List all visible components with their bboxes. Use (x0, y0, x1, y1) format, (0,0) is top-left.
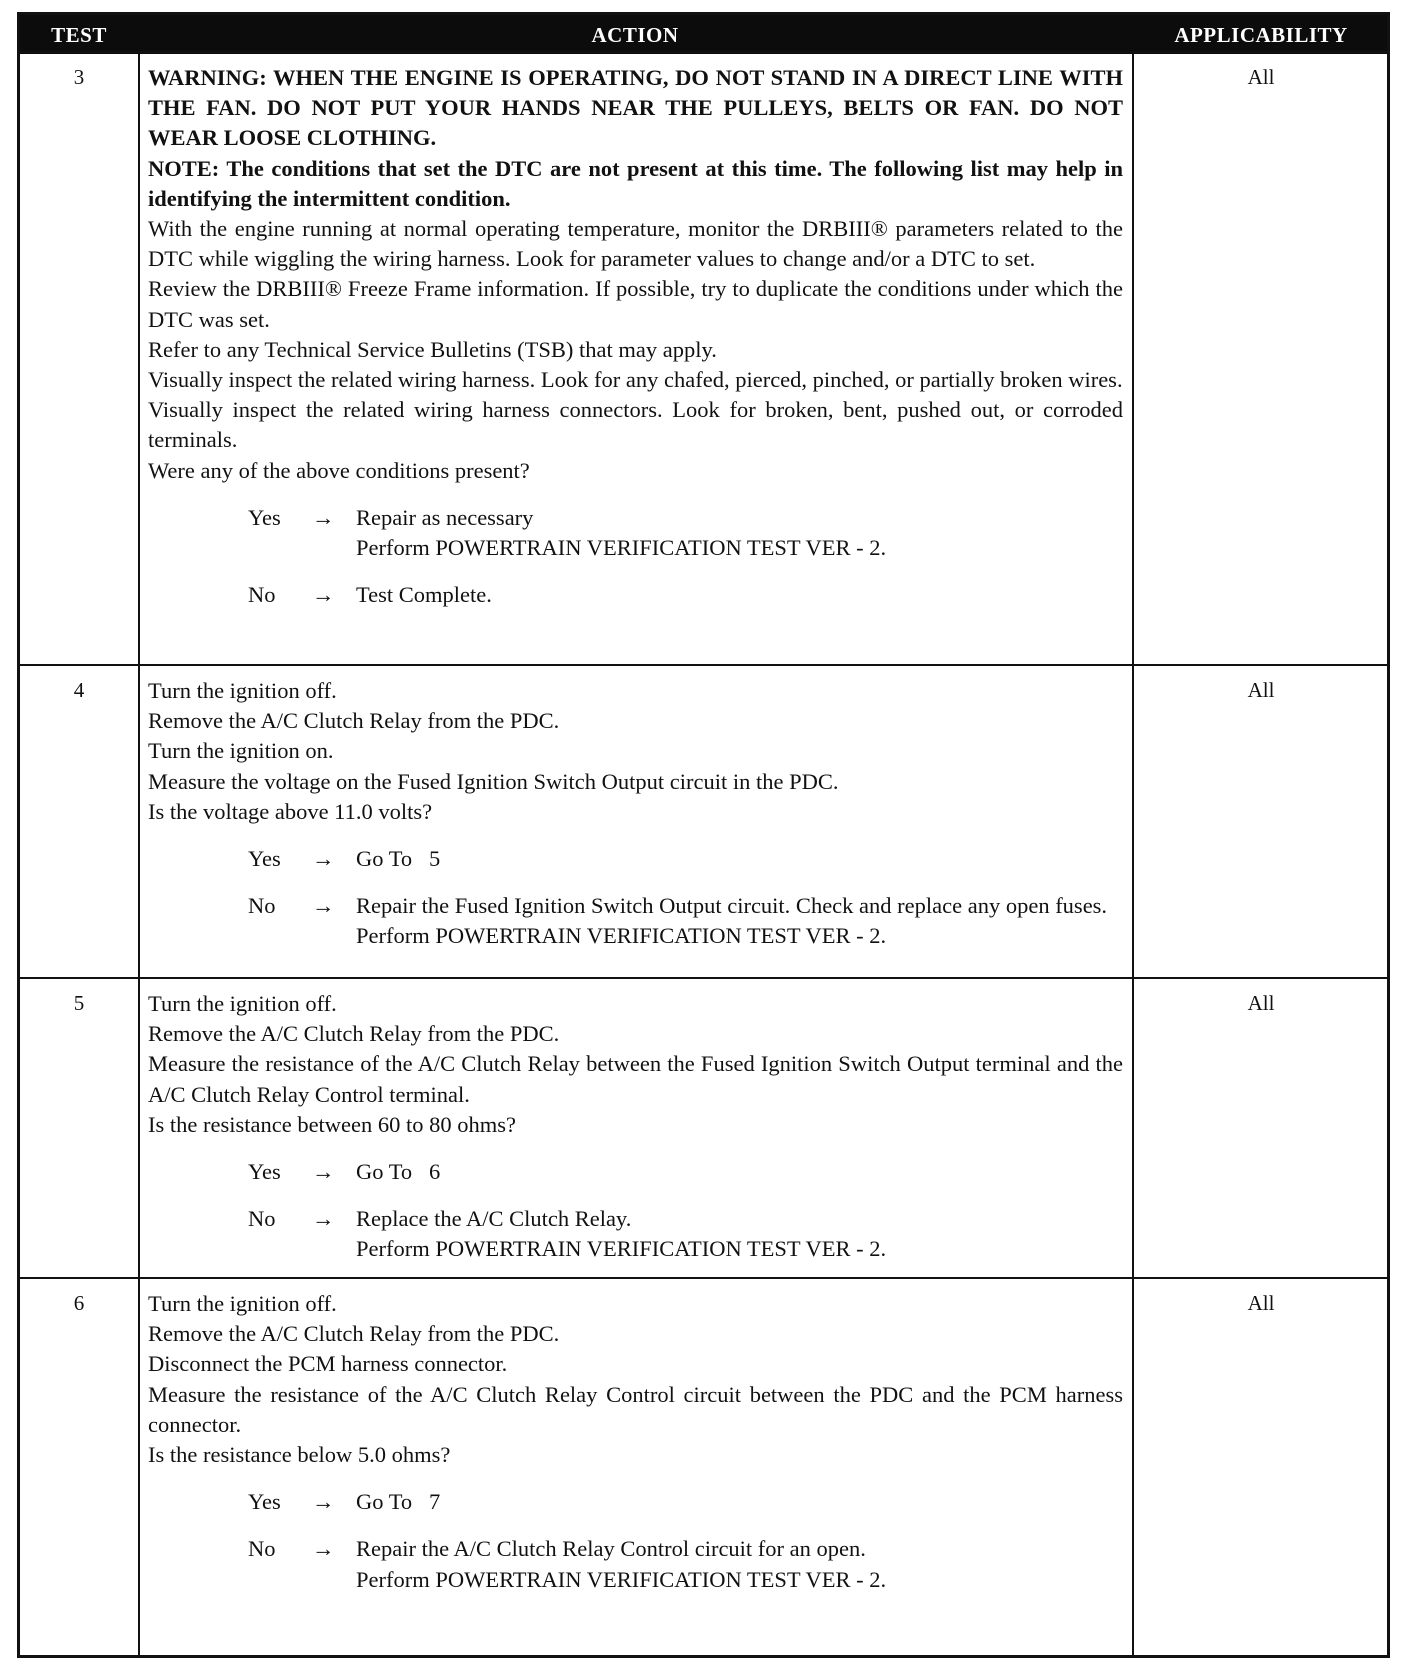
action-line: Remove the A/C Clutch Relay from the PDC. (148, 1321, 560, 1347)
arrow-icon: → (312, 1159, 335, 1185)
yes-result: Perform POWERTRAIN VERIFICATION TEST VER - 2. (356, 535, 887, 561)
test-row-5 (20, 977, 1387, 1277)
action-line: Visually inspect the related wiring harness. Look for any chafed, pierced, pinched, or partially broken wires. (148, 367, 1123, 393)
action-line: Visually inspect the related wiring harness connectors. Look for broken, bent, pushed out, or corroded terminals. (148, 397, 1123, 453)
no-result: Test Complete. (356, 582, 492, 608)
test-number: 4 (73, 678, 85, 702)
question-text: Is the resistance between 60 to 80 ohms? (148, 1111, 517, 1137)
action-line: Review the DRBIII® Freeze Frame information. If possible, try to duplicate the conditions under which the DTC was set. (148, 276, 1123, 332)
yes-outcome (148, 844, 1123, 874)
no-outcome (148, 1204, 1123, 1264)
action-line: Remove the A/C Clutch Relay from the PDC. (148, 708, 560, 734)
test-row-4 (20, 664, 1387, 977)
arrow-icon: → (312, 1536, 335, 1562)
yes-result: Go To 7 (356, 1489, 441, 1515)
question-text: Is the voltage above 11.0 volts? (148, 798, 433, 824)
action-line: Turn the ignition off. (148, 678, 337, 703)
action-cell (148, 1289, 1123, 1595)
action-line: Measure the resistance of the A/C Clutch Relay Control circuit between the PDC and the PCM harness connector. (148, 1381, 1123, 1437)
arrow-icon: → (312, 846, 335, 872)
question-text: Is the resistance below 5.0 ohms? (148, 1442, 451, 1468)
applicability-value: All (1247, 1291, 1275, 1315)
action-line: Turn the ignition off. (148, 991, 337, 1016)
no-result: Perform POWERTRAIN VERIFICATION TEST VER - 2. (356, 1236, 887, 1262)
yes-label: Yes (248, 846, 281, 872)
action-line: Disconnect the PCM harness connector. (148, 1351, 508, 1377)
action-line: Measure the voltage on the Fused Ignition Switch Output circuit in the PDC. (148, 768, 839, 794)
no-outcome (148, 1534, 1123, 1594)
arrow-icon: → (312, 1206, 335, 1232)
applicability-value: All (1247, 991, 1275, 1015)
action-cell (148, 63, 1123, 610)
header-action: ACTION (591, 23, 679, 47)
yes-label: Yes (248, 504, 281, 530)
action-line: Refer to any Technical Service Bulletins (TSB) that may apply. (148, 336, 717, 362)
action-line: Turn the ignition on. (148, 738, 334, 764)
yes-outcome (148, 1157, 1123, 1187)
yes-result: Repair as necessary (356, 504, 534, 530)
applicability-value: All (1247, 65, 1275, 89)
test-number: 5 (73, 991, 85, 1015)
no-label: No (248, 582, 276, 608)
arrow-icon: → (312, 504, 335, 530)
test-row-6 (20, 1277, 1387, 1655)
action-line: With the engine running at normal operating temperature, monitor the DRBIII® parameters related to the DTC while wiggling the wiring harness. Look for parameter values to change and/or a DTC to set. (148, 216, 1123, 272)
action-line: Turn the ignition off. (148, 1291, 337, 1316)
no-outcome (148, 891, 1123, 951)
no-label: No (248, 893, 276, 919)
no-label: No (248, 1536, 276, 1562)
test-number: 6 (73, 1291, 85, 1315)
no-outcome (148, 580, 1123, 610)
action-line: Measure the resistance of the A/C Clutch Relay between the Fused Ignition Switch Output terminal and the A/C Clutch Relay Control terminal. (148, 1051, 1123, 1107)
action-cell (148, 676, 1123, 952)
yes-result: Go To 6 (356, 1159, 441, 1185)
header-applicability: APPLICABILITY (1174, 23, 1348, 47)
no-result: Perform POWERTRAIN VERIFICATION TEST VER - 2. (356, 1566, 887, 1592)
warning-text: WARNING: WHEN THE ENGINE IS OPERATING, DO NOT STAND IN A DIRECT LINE WITH THE FAN. DO NOT PUT YOUR HANDS NEAR THE PULLEYS, BELTS OR FAN. DO NOT WEAR LOOSE CLOTHING. (148, 65, 1123, 151)
test-row-3 (20, 51, 1387, 664)
applicability-value: All (1247, 678, 1275, 702)
action-line: Remove the A/C Clutch Relay from the PDC. (148, 1021, 560, 1047)
action-cell (148, 989, 1123, 1265)
no-result: Replace the A/C Clutch Relay. (356, 1206, 632, 1232)
no-result: Repair the Fused Ignition Switch Output circuit. Check and replace any open fuses. (356, 893, 1108, 919)
no-label: No (248, 1206, 276, 1232)
yes-label: Yes (248, 1489, 281, 1515)
no-result: Perform POWERTRAIN VERIFICATION TEST VER - 2. (356, 923, 887, 949)
yes-outcome (148, 503, 1123, 563)
header-test: TEST (51, 23, 107, 47)
yes-label: Yes (248, 1159, 281, 1185)
test-number: 3 (73, 65, 85, 89)
yes-result: Go To 5 (356, 846, 441, 872)
yes-outcome (148, 1487, 1123, 1517)
arrow-icon: → (312, 582, 335, 608)
arrow-icon: → (312, 1489, 335, 1515)
question-text: Were any of the above conditions present? (148, 457, 530, 483)
table-header (20, 15, 1387, 54)
no-result: Repair the A/C Clutch Relay Control circuit for an open. (356, 1536, 866, 1562)
arrow-icon: → (312, 893, 335, 919)
diagnostic-table (17, 12, 1390, 1658)
note-text: NOTE: The conditions that set the DTC are not present at this time. The following list may help in identifying the intermittent condition. (148, 155, 1123, 211)
